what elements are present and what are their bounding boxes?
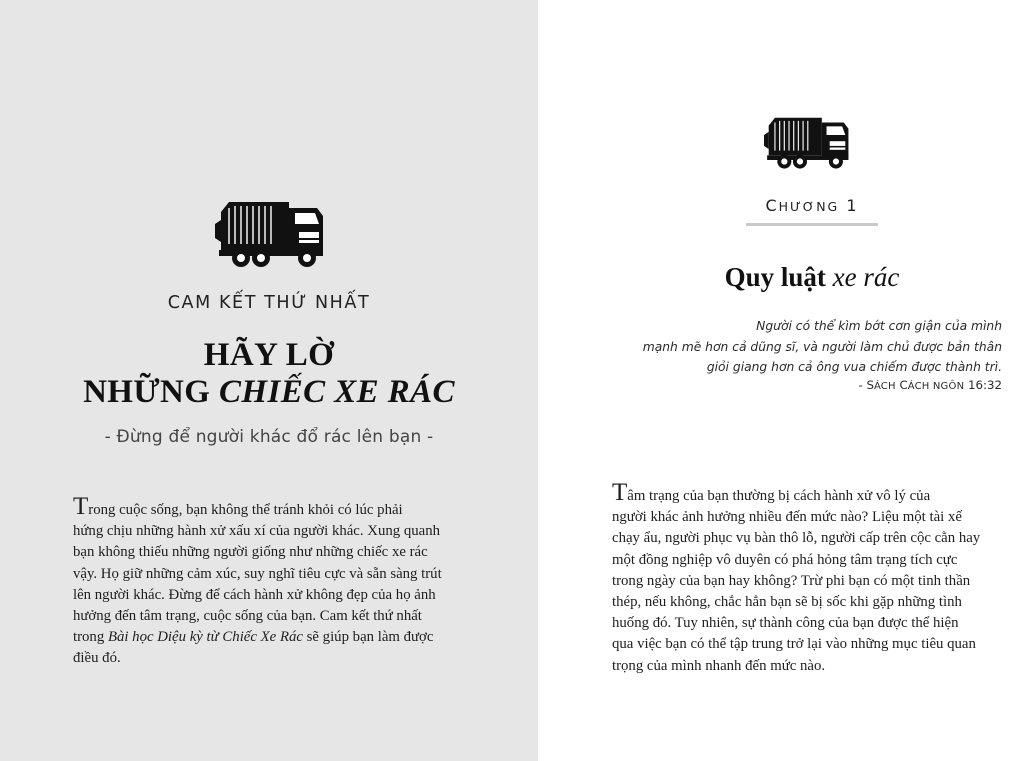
epigraph-source xyxy=(702,378,1002,392)
body-line: trọng của mình nhanh đến mức nào. xyxy=(612,657,826,674)
body-line: người khác ảnh hưởng nhiều đến mức nào? Liệu một tài xế xyxy=(612,509,962,526)
body-line-text: sẽ giúp bạn làm được xyxy=(302,629,434,646)
garbage-truck-icon xyxy=(764,113,850,171)
body-line-text: âm trạng của bạn thường bị cách hành xử vô lý của xyxy=(627,488,931,504)
source-part: C xyxy=(895,378,908,392)
source-part: ÁCH xyxy=(873,381,896,392)
body-line-text: trong xyxy=(73,629,108,646)
chapter-title xyxy=(680,262,944,293)
chapter-number: 1 xyxy=(839,196,859,215)
chapter-subtitle: - Đừng để người khác đổ rác lên bạn - xyxy=(104,427,434,447)
body-line: vậy. Họ giữ những cảm xúc, suy nghĩ tiêu cực và sẵn sàng trút xyxy=(73,565,442,582)
garbage-truck-icon xyxy=(215,196,325,270)
left-body-paragraph xyxy=(73,494,473,670)
chapter-title-italic: xe rác xyxy=(832,262,900,292)
commitment-label: CAM KẾT THỨ NHẤT xyxy=(167,293,371,313)
body-line: hưởng đến tâm trạng, cuộc sống của bạn. Cam kết thứ nhất xyxy=(73,608,422,625)
body-line: trong ngày của bạn hay không? Trừ phi bạn có một tinh thần xyxy=(612,572,971,589)
body-line: qua việc bạn có thể tập trung trở lại vào những mục tiêu quan xyxy=(612,636,976,653)
chapter-title-line1: HÃY LỜ xyxy=(203,337,335,373)
body-line: chạy ẩu, người phục vụ bàn thô lỗ, người cấp trên cộc cằn hay xyxy=(612,530,981,547)
source-part: ÁCH NGÔN xyxy=(907,381,965,392)
source-ref: 16:32 xyxy=(964,378,1002,392)
epigraph-line: Người có thể kìm bớt cơn giận của mình xyxy=(756,319,1002,333)
body-line xyxy=(73,494,473,521)
title-line2-italic: CHIẾC XE RÁC xyxy=(219,374,455,410)
chapter-number-label xyxy=(680,196,944,215)
body-line: điều đó. xyxy=(73,650,121,667)
body-line-text: rong cuộc sống, bạn không thể tránh khỏi có lúc phải xyxy=(88,502,403,518)
body-line xyxy=(612,480,1004,507)
body-line: thép, nếu không, chắc hẳn bạn sẽ bị sốc khi gặp những tình xyxy=(612,594,962,611)
body-line xyxy=(73,627,473,648)
source-part: - S xyxy=(858,378,874,392)
epigraph-line: mạnh mẽ hơn cả dũng sĩ, và người làm chủ được bản thân xyxy=(642,339,1002,354)
dropcap: T xyxy=(73,493,89,520)
body-line: bạn không thiếu những người giống như những chiếc xe rác xyxy=(73,544,428,561)
chapter-title-line2 xyxy=(0,376,538,409)
body-line: lên người khác. Đừng để cách hành xử không đẹp của họ ảnh xyxy=(73,586,436,603)
chapter-label-rest: HƯƠNG xyxy=(778,199,840,214)
body-line: hứng chịu những hành xử xấu xí của người khác. Xung quanh xyxy=(73,523,441,540)
chapter-label-initial: C xyxy=(765,196,779,215)
body-line: huống đó. Tuy nhiên, sự thành công của bạn được thể hiện xyxy=(612,615,959,632)
dropcap: T xyxy=(612,479,628,506)
epigraph-line: giỏi giang hơn cả ông vua chiếm được thành trì. xyxy=(706,360,1002,374)
chapter-title-main: Quy luật xyxy=(724,262,833,292)
right-body-paragraph xyxy=(612,480,1004,677)
book-title: Bài học Diệu kỳ từ Chiếc Xe Rác xyxy=(107,629,303,646)
title-line2-main: NHỮNG xyxy=(83,374,219,410)
body-line: một đồng nghiệp vô duyên có phá hỏng tâm trạng tích cực xyxy=(612,551,958,568)
chapter-divider xyxy=(746,223,878,226)
epigraph-quote xyxy=(622,316,1002,378)
